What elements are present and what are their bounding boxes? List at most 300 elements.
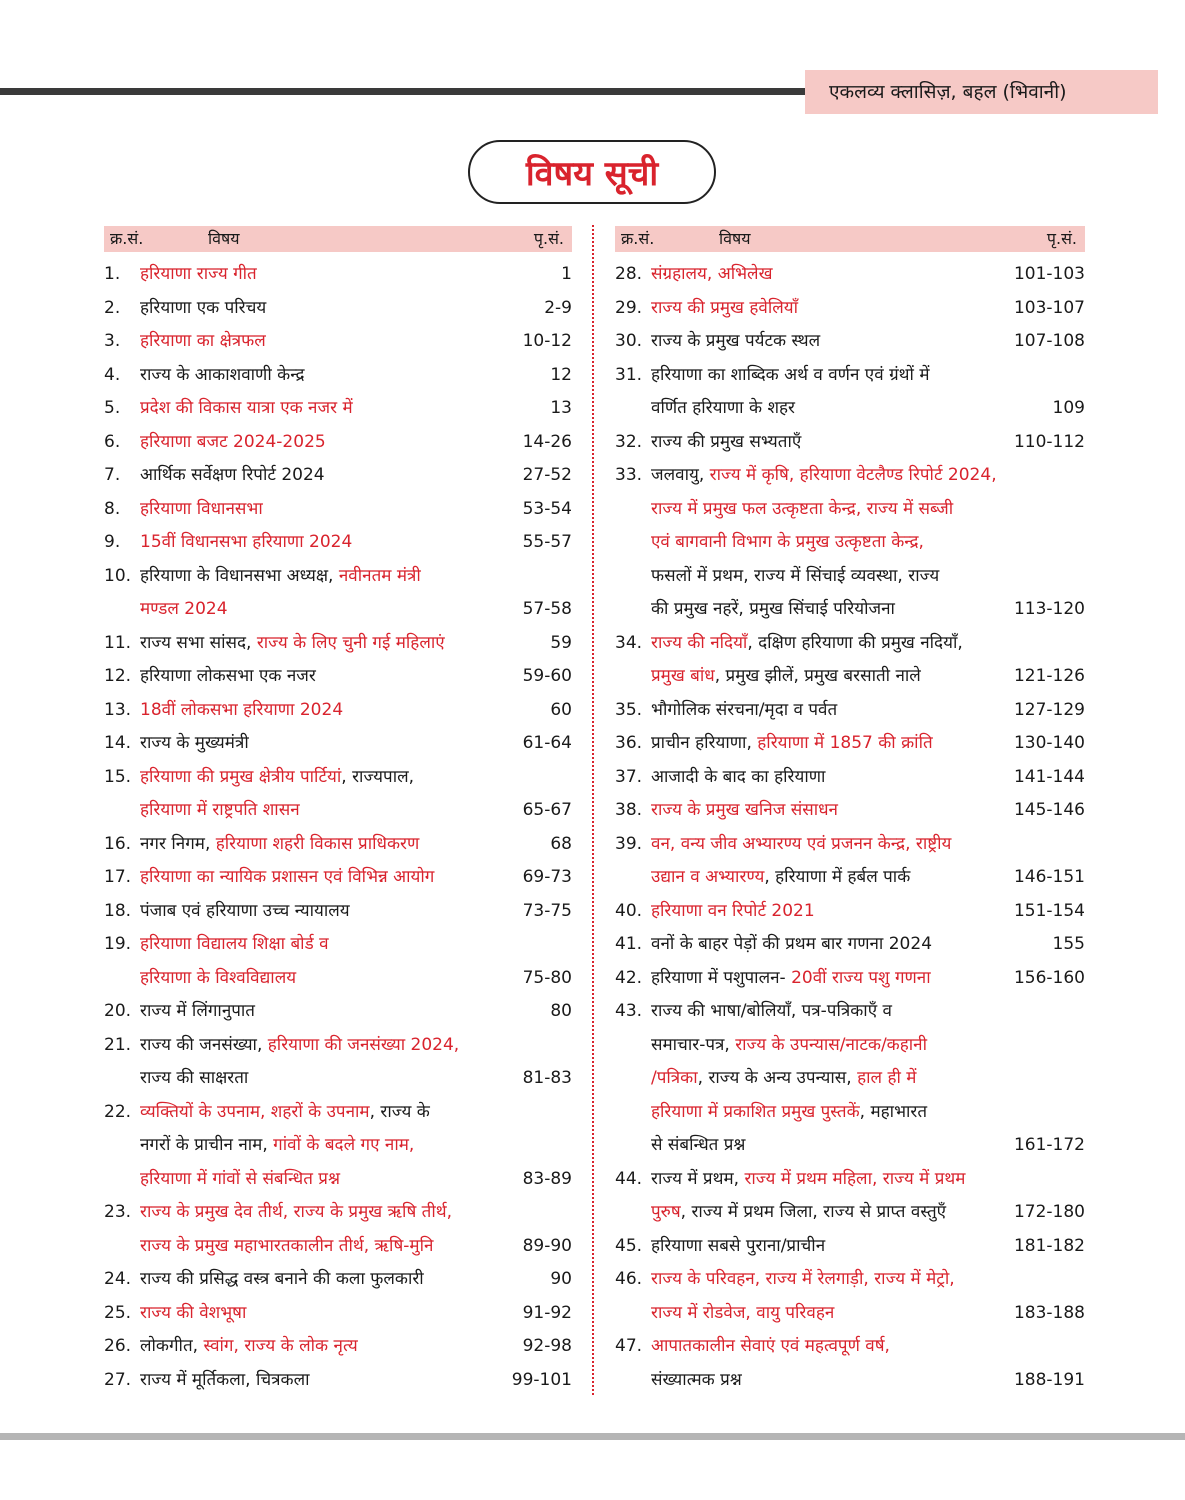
- header-subject: विषय: [719, 229, 751, 248]
- entry-subject: [140, 1297, 508, 1331]
- highlighted-topic: नवीनतम मंत्री: [338, 565, 421, 586]
- topic-text: राज्य में प्रथम,: [651, 1168, 745, 1189]
- entry-subject: [140, 392, 508, 426]
- highlighted-topic: हरियाणा में राष्ट्रपति शासन: [140, 800, 300, 820]
- toc-entry: [615, 459, 1085, 627]
- entry-subject: [140, 1263, 508, 1297]
- topic-text: की प्रमुख नहरें, प्रमुख सिंचाई परियोजना: [651, 599, 895, 619]
- entry-page: 1: [561, 264, 572, 284]
- topic-text: जलवायु,: [651, 465, 710, 485]
- entry-subject: [140, 1364, 508, 1398]
- topic-text: , राज्य के: [369, 1101, 430, 1122]
- entry-page: 59-60: [522, 666, 572, 686]
- subject-line: [651, 828, 999, 862]
- highlighted-topic: हरियाणा बजट 2024-2025: [140, 431, 326, 452]
- toc-entry: [104, 660, 572, 694]
- entry-page: 155: [1052, 934, 1085, 954]
- toc-entry: [104, 392, 572, 426]
- entry-number: 26.: [104, 1336, 132, 1356]
- subject-line: [651, 560, 999, 594]
- highlighted-topic: हरियाणा राज्य गीत: [140, 264, 257, 284]
- topic-text: , हरियाणा में हर्बल पार्क: [764, 867, 911, 887]
- topic-text: राज्य सभा सांसद,: [140, 632, 257, 653]
- entry-subject: [140, 928, 508, 995]
- publisher-banner: एकलव्य क्लासिज़, बहल (भिवानी): [805, 70, 1158, 114]
- entry-page: 57-58: [522, 599, 572, 619]
- highlighted-topic: हरियाणा में प्रकाशित प्रमुख पुस्तकें: [651, 1101, 860, 1122]
- header-subject: विषय: [208, 229, 240, 248]
- entry-subject: [140, 359, 508, 393]
- entry-number: 7.: [104, 465, 121, 485]
- highlighted-topic: एवं बागवानी विभाग के प्रमुख उत्कृष्टता केन्द्र,: [651, 532, 924, 552]
- entry-subject: [651, 694, 999, 728]
- subject-line: [140, 928, 508, 962]
- entry-page: 59: [550, 632, 572, 653]
- entry-number: 31.: [615, 364, 643, 385]
- topic-text: आजादी के बाद का हरियाणा: [651, 766, 826, 787]
- toc-entry: [104, 1029, 572, 1096]
- topic-text: हरियाणा में पशुपालन-: [651, 967, 792, 988]
- toc-entry: [104, 560, 572, 627]
- topic-text: , महाभारत: [859, 1101, 928, 1122]
- entry-subject: [140, 761, 508, 828]
- entry-page: 107-108: [1013, 331, 1085, 351]
- entry-page: 55-57: [522, 532, 572, 552]
- toc-entry: [104, 1263, 572, 1297]
- entry-number: 47.: [615, 1336, 643, 1356]
- subject-line: [651, 761, 999, 795]
- toc-header: [615, 226, 1085, 252]
- entry-page: 60: [550, 699, 572, 720]
- topic-text: राज्य की प्रसिद्ध वस्त्र बनाने की कला फुलकारी: [140, 1269, 424, 1289]
- toc-entry: [104, 426, 572, 460]
- entry-subject: [140, 292, 508, 326]
- entry-subject: [651, 459, 999, 627]
- topic-text: राज्य के प्रमुख पर्यटक स्थल: [651, 331, 821, 351]
- topic-text: हरियाणा सबसे पुराना/प्राचीन: [651, 1235, 826, 1256]
- subject-line: [651, 1163, 999, 1197]
- toc-entry: [615, 1230, 1085, 1264]
- highlighted-topic: हरियाणा विद्यालय शिक्षा बोर्ड व: [140, 934, 329, 954]
- entry-page: 161-172: [1013, 1135, 1085, 1155]
- entry-number: 33.: [615, 465, 643, 485]
- toc-entry: [615, 694, 1085, 728]
- entry-number: 32.: [615, 431, 643, 452]
- subject-line: [140, 627, 508, 661]
- toc-entry: [104, 828, 572, 862]
- subject-line: [651, 1196, 999, 1230]
- subject-line: [140, 794, 508, 828]
- entry-subject: [140, 995, 508, 1029]
- entry-subject: [651, 292, 999, 326]
- entry-subject: [140, 258, 508, 292]
- highlighted-topic: पुरुष: [651, 1202, 681, 1222]
- topic-text: वनों के बाहर पेड़ों की प्रथम बार गणना 2024: [651, 934, 933, 954]
- topic-text: फसलों में प्रथम, राज्य में सिंचाई व्यवस्था, राज्य: [651, 565, 940, 586]
- entry-number: 40.: [615, 900, 643, 921]
- subject-line: [651, 995, 999, 1029]
- entry-page: 90: [550, 1269, 572, 1289]
- highlighted-topic: राज्य की नदियाँ: [651, 632, 748, 653]
- highlighted-topic: /पत्रिका: [651, 1068, 698, 1088]
- entry-page: 110-112: [1013, 431, 1085, 452]
- toc-entry: [615, 794, 1085, 828]
- topic-text: लोकगीत,: [140, 1336, 204, 1356]
- entry-subject: [651, 928, 999, 962]
- subject-line: [651, 794, 999, 828]
- highlighted-topic: राज्य की वेशभूषा: [140, 1302, 247, 1323]
- toc-entry: [615, 292, 1085, 326]
- toc-entry: [615, 1263, 1085, 1330]
- entry-page: 141-144: [1013, 766, 1085, 787]
- entry-subject: [651, 962, 999, 996]
- entry-number: 15.: [104, 766, 132, 787]
- header-serial: क्र.सं.: [110, 229, 144, 248]
- entry-subject: [140, 694, 508, 728]
- toc-entry: [615, 1163, 1085, 1230]
- entry-number: 28.: [615, 264, 643, 284]
- subject-line: [651, 1062, 999, 1096]
- entry-number: 10.: [104, 565, 132, 586]
- subject-line: [651, 258, 999, 292]
- toc-list-left: [104, 258, 572, 1397]
- entry-page: 73-75: [522, 900, 572, 921]
- entry-number: 17.: [104, 867, 132, 887]
- entry-subject: [140, 1029, 508, 1096]
- highlighted-topic: राज्य के परिवहन, राज्य में रेलगाड़ी, राज्य में मेट्रो,: [651, 1269, 955, 1289]
- subject-line: [140, 493, 508, 527]
- title-box: [468, 140, 716, 204]
- entry-page: 75-80: [522, 967, 572, 988]
- topic-text: राज्य में मूर्तिकला, चित्रकला: [140, 1369, 310, 1390]
- toc-entry: [104, 493, 572, 527]
- entry-page: 127-129: [1013, 699, 1085, 720]
- highlighted-topic: हरियाणा का न्यायिक प्रशासन एवं विभिन्न आयोग: [140, 867, 435, 887]
- entry-subject: [140, 560, 508, 627]
- toc-entry: [104, 1330, 572, 1364]
- subject-line: [651, 1263, 999, 1297]
- subject-line: [140, 1096, 508, 1130]
- entry-page: 113-120: [1013, 599, 1085, 619]
- entry-number: 23.: [104, 1202, 132, 1222]
- entry-subject: [140, 828, 508, 862]
- subject-line: [140, 995, 508, 1029]
- entry-subject: [651, 627, 999, 694]
- toc-entry: [615, 962, 1085, 996]
- toc-entry: [615, 627, 1085, 694]
- subject-line: [651, 493, 999, 527]
- subject-line: [651, 392, 999, 426]
- highlighted-topic: संग्रहालय, अभिलेख: [651, 264, 773, 284]
- header-serial: क्र.सं.: [621, 229, 655, 248]
- subject-line: [140, 325, 508, 359]
- subject-line: [140, 1129, 508, 1163]
- entry-subject: [140, 325, 508, 359]
- topic-text: राज्य की साक्षरता: [140, 1068, 249, 1088]
- subject-line: [651, 962, 999, 996]
- entry-number: 12.: [104, 666, 132, 686]
- subject-line: [651, 727, 999, 761]
- toc-entry: [615, 928, 1085, 962]
- topic-text: नगरों के प्राचीन नाम,: [140, 1135, 274, 1155]
- topic-text: नगर निगम,: [140, 833, 216, 854]
- toc-entry: [615, 325, 1085, 359]
- subject-line: [140, 459, 508, 493]
- subject-line: [651, 359, 999, 393]
- subject-line: [651, 526, 999, 560]
- toc-entry: [615, 1330, 1085, 1397]
- topic-text: भौगोलिक संरचना/मृदा व पर्वत: [651, 699, 838, 720]
- entry-number: 46.: [615, 1269, 643, 1289]
- entry-number: 44.: [615, 1168, 643, 1189]
- highlighted-topic: वन, वन्य जीव अभ्यारण्य एवं प्रजनन केन्द्र, राष्ट्रीय: [651, 833, 952, 854]
- topic-text: संख्यात्मक प्रश्न: [651, 1369, 742, 1390]
- subject-line: [140, 1196, 508, 1230]
- subject-line: [651, 426, 999, 460]
- entry-subject: [140, 627, 508, 661]
- highlighted-topic: हाल ही में: [857, 1068, 917, 1088]
- entry-subject: [140, 1096, 508, 1197]
- entry-number: 30.: [615, 331, 643, 351]
- topic-text: राज्य के मुख्यमंत्री: [140, 733, 249, 753]
- entry-page: 156-160: [1013, 967, 1085, 988]
- entry-number: 8.: [104, 498, 121, 519]
- highlighted-topic: आपातकालीन सेवाएं एवं महत्वपूर्ण वर्ष,: [651, 1336, 890, 1356]
- entry-page: 83-89: [522, 1168, 572, 1189]
- subject-line: [140, 1230, 508, 1264]
- entry-number: 20.: [104, 1001, 132, 1021]
- highlighted-topic: हरियाणा के विश्वविद्यालय: [140, 967, 297, 988]
- toc-entry: [104, 1364, 572, 1398]
- subject-line: [651, 1364, 999, 1398]
- entry-number: 39.: [615, 833, 643, 854]
- toc-header: [104, 226, 572, 252]
- highlighted-topic: प्रमुख बांध: [651, 666, 715, 686]
- entry-subject: [651, 1230, 999, 1264]
- subject-line: [140, 258, 508, 292]
- entry-number: 43.: [615, 1001, 643, 1021]
- entry-subject: [651, 794, 999, 828]
- entry-number: 21.: [104, 1034, 132, 1055]
- toc-entry: [104, 861, 572, 895]
- entry-subject: [140, 459, 508, 493]
- toc-entry: [615, 359, 1085, 426]
- entry-page: 145-146: [1013, 800, 1085, 820]
- subject-line: [140, 828, 508, 862]
- topic-text: राज्य की प्रमुख सभ्यताएँ: [651, 431, 802, 452]
- top-rule: [0, 88, 820, 95]
- highlighted-topic: व्यक्तियों के उपनाम, शहरों के उपनाम: [140, 1101, 370, 1122]
- entry-number: 37.: [615, 766, 643, 787]
- highlighted-topic: हरियाणा की जनसंख्या 2024,: [267, 1034, 460, 1055]
- entry-number: 29.: [615, 297, 643, 318]
- subject-line: [140, 1163, 508, 1197]
- highlighted-topic: उद्यान व अभ्यारण्य: [651, 867, 765, 887]
- subject-line: [651, 1029, 999, 1063]
- entry-number: 9.: [104, 532, 121, 552]
- entry-subject: [651, 761, 999, 795]
- toc-entry: [615, 995, 1085, 1163]
- subject-line: [651, 861, 999, 895]
- topic-text: पंजाब एवं हरियाणा उच्च न्यायालय: [140, 900, 350, 921]
- topic-text: , दक्षिण हरियाणा की प्रमुख नदियाँ,: [747, 632, 963, 653]
- toc-entry: [615, 727, 1085, 761]
- entry-number: 35.: [615, 699, 643, 720]
- subject-line: [140, 426, 508, 460]
- entry-page: 91-92: [522, 1302, 572, 1323]
- entry-number: 5.: [104, 398, 121, 418]
- toc-entry: [104, 694, 572, 728]
- topic-text: हरियाणा लोकसभा एक नजर: [140, 666, 316, 686]
- column-divider: [592, 225, 594, 1395]
- highlighted-topic: मण्डल 2024: [140, 599, 228, 619]
- entry-subject: [651, 828, 999, 895]
- entry-number: 14.: [104, 733, 132, 753]
- entry-page: 10-12: [522, 331, 572, 351]
- bottom-rule: [0, 1433, 1185, 1440]
- highlighted-topic: राज्य के प्रमुख खनिज संसाधन: [651, 800, 838, 820]
- entry-page: 151-154: [1013, 900, 1085, 921]
- toc-entry: [615, 828, 1085, 895]
- header-page: पृ.सं.: [1046, 229, 1077, 248]
- entry-number: 22.: [104, 1101, 132, 1122]
- entry-number: 2.: [104, 297, 121, 318]
- entry-number: 34.: [615, 632, 643, 653]
- subject-line: [651, 627, 999, 661]
- toc-entry: [104, 1196, 572, 1263]
- subject-line: [651, 928, 999, 962]
- subject-line: [651, 292, 999, 326]
- subject-line: [140, 861, 508, 895]
- entry-number: 42.: [615, 967, 643, 988]
- entry-subject: [140, 660, 508, 694]
- entry-subject: [140, 727, 508, 761]
- entry-subject: [651, 1163, 999, 1230]
- subject-line: [140, 660, 508, 694]
- subject-line: [140, 962, 508, 996]
- entry-page: 146-151: [1013, 867, 1085, 887]
- entry-page: 89-90: [522, 1235, 572, 1256]
- entry-subject: [651, 1263, 999, 1330]
- highlighted-topic: हरियाणा में गांवों से संबन्धित प्रश्न: [140, 1168, 340, 1189]
- topic-text: राज्य के आकाशवाणी केन्द्र: [140, 364, 305, 385]
- highlighted-topic: राज्य के प्रमुख महाभारतकालीन तीर्थ, ऋषि-मुनि: [140, 1235, 434, 1256]
- entry-number: 45.: [615, 1235, 643, 1256]
- toc-list-right: [615, 258, 1085, 1397]
- entry-number: 13.: [104, 699, 132, 720]
- entry-page: 101-103: [1013, 264, 1085, 284]
- entry-page: 2-9: [544, 297, 572, 318]
- toc-entry: [104, 1297, 572, 1331]
- entry-subject: [651, 1330, 999, 1397]
- topic-text: वर्णित हरियाणा के शहर: [651, 398, 795, 418]
- entry-page: 130-140: [1013, 733, 1085, 753]
- topic-text: हरियाणा एक परिचय: [140, 297, 267, 318]
- entry-page: 80: [550, 1001, 572, 1021]
- entry-number: 38.: [615, 800, 643, 820]
- topic-text: आर्थिक सर्वेक्षण रिपोर्ट 2024: [140, 465, 325, 485]
- toc-entry: [104, 727, 572, 761]
- highlighted-topic: हरियाणा में 1857 की क्रांति: [757, 733, 933, 753]
- toc-entry: [104, 325, 572, 359]
- entry-subject: [140, 861, 508, 895]
- topic-text: राज्य की भाषा/बोलियाँ, पत्र-पत्रिकाएँ व: [651, 1001, 892, 1021]
- topic-text: राज्य में लिंगानुपात: [140, 1001, 256, 1021]
- entry-subject: [651, 325, 999, 359]
- subject-line: [651, 694, 999, 728]
- toc-entry: [104, 1096, 572, 1197]
- highlighted-topic: राज्य में प्रथम महिला, राज्य में प्रथम: [744, 1168, 966, 1189]
- subject-line: [140, 1330, 508, 1364]
- entry-page: 69-73: [522, 867, 572, 887]
- toc-left-column: [104, 226, 572, 1397]
- highlighted-topic: हरियाणा विधानसभा: [140, 498, 263, 519]
- entry-number: 4.: [104, 364, 121, 385]
- subject-line: [140, 1364, 508, 1398]
- topic-text: , राज्य के अन्य उपन्यास,: [697, 1068, 858, 1088]
- entry-page: 103-107: [1013, 297, 1085, 318]
- highlighted-topic: गांवों के बदले गए नाम,: [273, 1135, 415, 1155]
- entry-page: 27-52: [522, 465, 572, 485]
- highlighted-topic: राज्य के उपन्यास/नाटक/कहानी: [735, 1034, 927, 1055]
- entry-subject: [651, 258, 999, 292]
- entry-page: 13: [550, 398, 572, 418]
- entry-subject: [651, 995, 999, 1163]
- entry-subject: [140, 526, 508, 560]
- toc-entry: [615, 258, 1085, 292]
- entry-number: 41.: [615, 934, 643, 954]
- subject-line: [140, 694, 508, 728]
- toc-entry: [104, 459, 572, 493]
- highlighted-topic: हरियाणा का क्षेत्रफल: [140, 331, 266, 351]
- entry-number: 36.: [615, 733, 643, 753]
- subject-line: [140, 727, 508, 761]
- entry-page: 183-188: [1013, 1302, 1085, 1323]
- entry-page: 121-126: [1013, 666, 1085, 686]
- entry-page: 65-67: [522, 800, 572, 820]
- subject-line: [651, 895, 999, 929]
- topic-text: राज्य की जनसंख्या,: [140, 1034, 268, 1055]
- toc-entry: [104, 292, 572, 326]
- toc-entry: [104, 526, 572, 560]
- subject-line: [140, 1029, 508, 1063]
- highlighted-topic: राज्य की प्रमुख हवेलियाँ: [651, 297, 799, 318]
- entry-subject: [140, 1196, 508, 1263]
- entry-page: 14-26: [522, 431, 572, 452]
- entry-page: 61-64: [522, 733, 572, 753]
- page-title: विषय सूची: [525, 154, 659, 194]
- topic-text: हरियाणा के विधानसभा अध्यक्ष,: [140, 565, 339, 586]
- highlighted-topic: राज्य के प्रमुख देव तीर्थ, राज्य के प्रमुख ऋषि तीर्थ,: [140, 1202, 453, 1222]
- topic-text: से संबन्धित प्रश्न: [651, 1135, 746, 1155]
- entry-number: 1.: [104, 264, 121, 284]
- entry-number: 19.: [104, 934, 132, 954]
- entry-subject: [651, 359, 999, 426]
- subject-line: [651, 660, 999, 694]
- subject-line: [651, 1330, 999, 1364]
- highlighted-topic: प्रदेश की विकास यात्रा एक नजर में: [140, 398, 353, 418]
- toc-entry: [104, 761, 572, 828]
- subject-line: [140, 560, 508, 594]
- topic-text: समाचार-पत्र,: [651, 1034, 736, 1055]
- highlighted-topic: राज्य में कृषि, हरियाणा वेटलैण्ड रिपोर्ट 2024,: [709, 465, 997, 485]
- topic-text: , राज्य में प्रथम जिला, राज्य से प्राप्त वस्तुएँ: [680, 1202, 947, 1222]
- entry-page: 172-180: [1013, 1202, 1085, 1222]
- entry-number: 18.: [104, 900, 132, 921]
- toc-entry: [615, 761, 1085, 795]
- entry-subject: [140, 493, 508, 527]
- subject-line: [140, 593, 508, 627]
